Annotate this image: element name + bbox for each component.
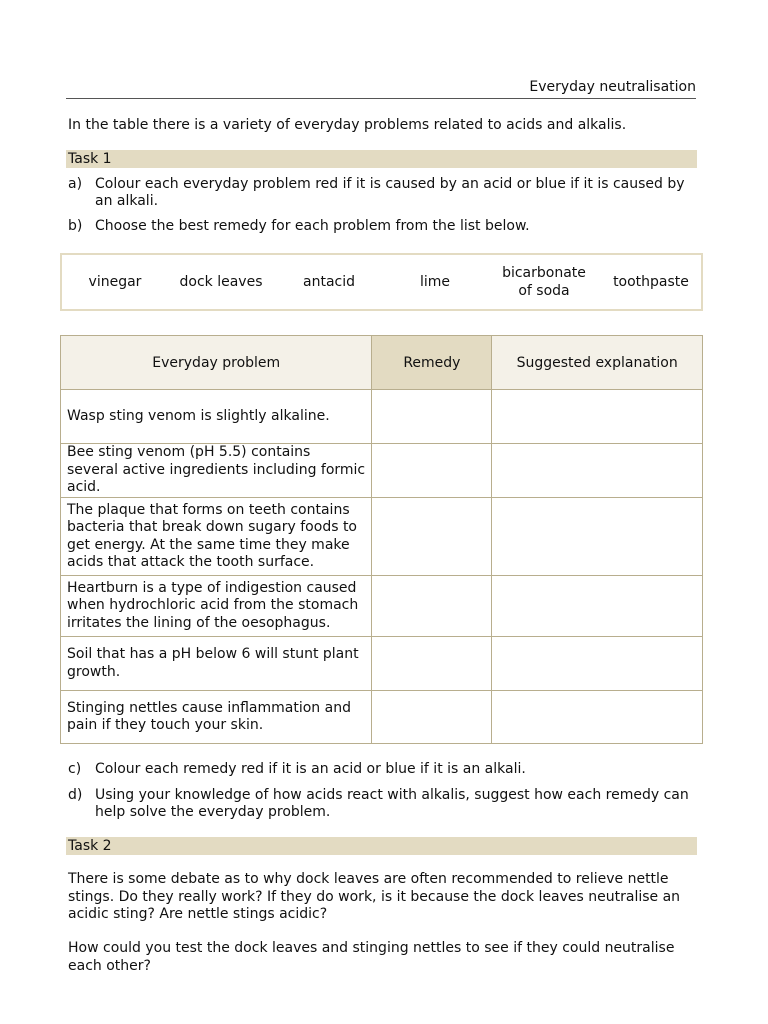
question-d-label: d) (68, 787, 83, 803)
explanation-cell[interactable] (492, 498, 703, 576)
remedy-option: lime (419, 274, 451, 290)
task1-question-c (68, 761, 698, 778)
problem-cell: The plaque that forms on teeth contains bacteria that break down sugary foods to get energy. At the same time they make acids that attack the tooth surface. (61, 498, 372, 576)
problem-cell: Wasp sting venom is slightly alkaline. (61, 390, 372, 444)
remedy-cell[interactable] (372, 576, 492, 637)
header-divider (66, 98, 696, 99)
question-b-label: b) (68, 218, 83, 234)
question-b-text: Choose the best remedy for each problem from the list below. (95, 218, 530, 234)
task1-question-d (68, 787, 698, 821)
explanation-cell[interactable] (492, 390, 703, 444)
explanation-cell[interactable] (492, 576, 703, 637)
intro-text: In the table there is a variety of everyday problems related to acids and alkalis. (68, 117, 627, 133)
remedy-option: vinegar (88, 274, 142, 290)
task2-paragraph-2: How could you test the dock leaves and stinging nettles to see if they could neutralise each other? (68, 940, 675, 974)
problems-table (60, 335, 703, 744)
table-row (61, 637, 703, 691)
remedy-cell[interactable] (372, 498, 492, 576)
remedy-cell[interactable] (372, 691, 492, 744)
remedy-option: antacid (303, 274, 355, 290)
task1-question-a (68, 176, 698, 210)
question-d-text: Using your knowledge of how acids react with alkalis, suggest how each remedy can help solve the everyday problem. (95, 787, 689, 820)
table-row (61, 444, 703, 498)
header-suggested-explanation: Suggested explanation (492, 336, 703, 390)
remedy-option: bicarbonate of soda (502, 265, 586, 299)
remedy-option: dock leaves (179, 274, 263, 290)
problem-cell: Stinging nettles cause inflammation and pain if they touch your skin. (61, 691, 372, 744)
task1-question-b (68, 218, 698, 235)
task2-paragraph-1: There is some debate as to why dock leaves are often recommended to relieve nettle stings. Do they really work? If they do work, is it because the dock leaves neutralise an acidic sting? Are nettle stings acidic? (68, 871, 681, 922)
table-row (61, 691, 703, 744)
question-c-text: Colour each remedy red if it is an acid or blue if it is an alkali. (95, 761, 526, 777)
problem-cell: Bee sting venom (pH 5.5) contains several active ingredients including formic acid. (61, 444, 372, 498)
table-header-row (61, 336, 703, 390)
header-title: Everyday neutralisation (529, 79, 696, 95)
explanation-cell[interactable] (492, 444, 703, 498)
problem-cell: Heartburn is a type of indigestion caused when hydrochloric acid from the stomach irritates the lining of the oesophagus. (61, 576, 372, 637)
explanation-cell[interactable] (492, 691, 703, 744)
remedy-cell[interactable] (372, 390, 492, 444)
remedy-cell[interactable] (372, 637, 492, 691)
table-row (61, 390, 703, 444)
table-row (61, 498, 703, 576)
explanation-cell[interactable] (492, 637, 703, 691)
question-a-label: a) (68, 176, 83, 192)
header-remedy: Remedy (372, 336, 492, 390)
remedy-option: toothpaste (613, 274, 689, 290)
question-c-label: c) (68, 761, 82, 777)
problem-cell: Soil that has a pH below 6 will stunt plant growth. (61, 637, 372, 691)
task1-heading: Task 1 (66, 150, 697, 168)
table-row (61, 576, 703, 637)
remedy-cell[interactable] (372, 444, 492, 498)
header-everyday-problem: Everyday problem (61, 336, 372, 390)
remedy-list-box (60, 253, 703, 311)
question-a-text: Colour each everyday problem red if it is caused by an acid or blue if it is caused by an alkali. (95, 176, 685, 209)
task2-heading: Task 2 (66, 837, 697, 855)
